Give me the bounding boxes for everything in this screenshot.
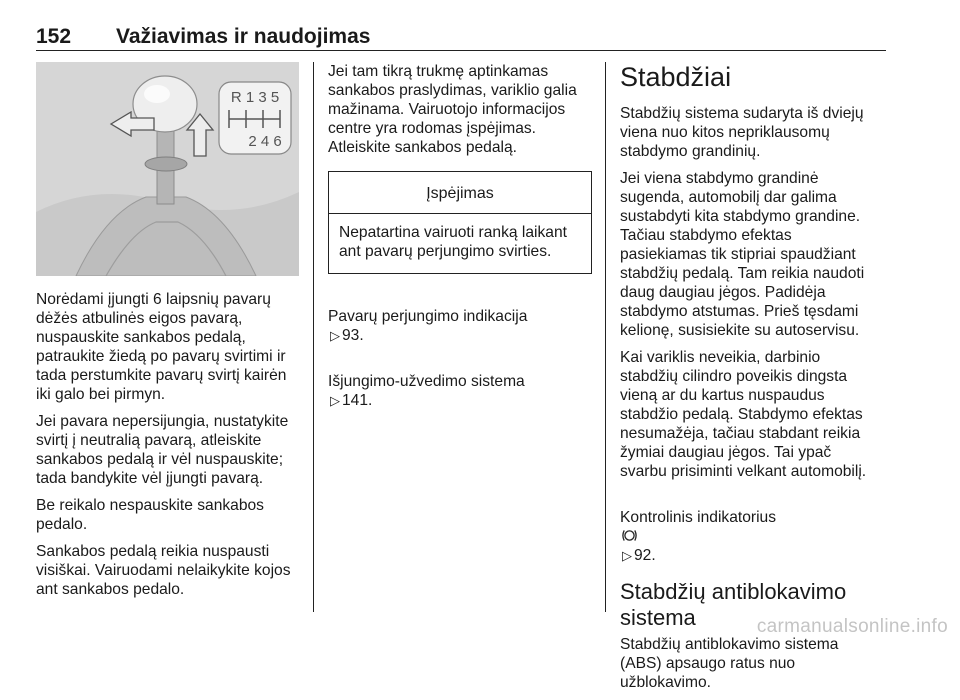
watermark: carmanualsonline.info [756, 616, 948, 637]
page-number: 152 [36, 25, 72, 48]
reference-text: Išjungimo-užvedimo sistema [328, 373, 525, 390]
col2-intro: Jei tam tikrą trukmę aptinkamas sankabos praslydimas, variklio galia mažinama. Vairuotojo informacijos centre yra rodomas įspėjimas. Atleiskite sankabos pedalą. [328, 63, 577, 156]
triangle-right-outline-icon: ▷ [330, 328, 340, 343]
column-divider [605, 62, 606, 612]
warning-box [328, 171, 592, 274]
section-title: Stabdžiai [620, 62, 732, 92]
chapter-title: Važiavimas ir naudojimas [116, 25, 371, 48]
cross-reference [328, 288, 592, 345]
warning-title: Įspėjimas [329, 172, 591, 214]
col1-paragraph: Norėdami įjungti 6 laipsnių pavarų dėžės atbulinės eigos pavarą, nuspauskite sankabos pedalą, patraukite žiedą po pavarų svirtimi ir tada perstumkite pavarų svirtį kairėn iki galo bei pirmyn. [36, 291, 287, 403]
col3-paragraph: Stabdžių antiblokavimo sistema (ABS) apsaugo ratus nuo užblokavimo. [620, 636, 839, 691]
gear-label-top: R 1 3 5 [230, 89, 280, 106]
col3-paragraph: Stabdžių sistema sudaryta iš dviejų viena nuo kitos nepriklausomų stabdymo grandinių. [620, 105, 864, 160]
col1-paragraph: Sankabos pedalą reikia nuspausti visiškai. Vairuodami nelaikykite kojos ant sankabos pedalo. [36, 543, 291, 598]
col1-paragraph: Jei pavara nepersijungia, nustatykite svirtį į neutralią pavarą, atleiskite sankabos pedalą ir vėl nuspauskite; tada bandykite vėl įjungti pavarą. [36, 413, 289, 487]
warning-text: Nepatartina vairuoti ranką laikant ant pavarų perjungimo svirties. [339, 224, 567, 260]
column-1 [36, 62, 300, 607]
reference-page[interactable]: 141. [342, 392, 373, 409]
page-header [36, 22, 886, 51]
column-3 [620, 62, 886, 700]
subsection-title: Stabdžių antiblokavimo sistema [620, 579, 847, 630]
indicator-reference [620, 489, 886, 565]
col3-paragraph: Kai variklis neveikia, darbinio stabdžių cilindro poveikis dingsta vieną ar du kartus nuspaudus stabdžio pedalą. Stabdymo efektas nesumažėja, tačiau stabdant reikia žymiai daugiau jėgos. Tai ypač svarbu prisiminti velkant automobilį. [620, 349, 867, 480]
reference-page[interactable]: 93. [342, 327, 364, 344]
column-2 [328, 62, 592, 418]
indicator-text: Kontrolinis indikatorius [620, 509, 777, 526]
reference-page[interactable]: 92. [634, 547, 656, 564]
triangle-right-outline-icon: ▷ [622, 548, 632, 563]
brake-indicator-icon [621, 528, 638, 543]
column-divider [313, 62, 314, 612]
gear-label-bottom: 2 4 6 [248, 133, 282, 150]
col1-paragraph: Be reikalo nespauskite sankabos pedalo. [36, 497, 264, 533]
col3-paragraph: Jei viena stabdymo grandinė sugenda, automobilį dar galima sustabdyti kita stabdymo grandine. Tačiau stabdymo efektas pasiekiamas tik stipriai spaudžiant stabdžių pedalą. Tam reikia naudoti daug daugiau jėgos. Padidėja stabdymo atstumas. Prieš tęsdami kelionę, susisiekite su autoservisu. [620, 170, 865, 339]
gear-shift-illustration [36, 62, 299, 276]
gear-shift-drawing [36, 62, 299, 276]
cross-reference [328, 353, 592, 410]
reference-text: Pavarų perjungimo indikacija [328, 308, 528, 325]
triangle-right-outline-icon: ▷ [330, 393, 340, 408]
